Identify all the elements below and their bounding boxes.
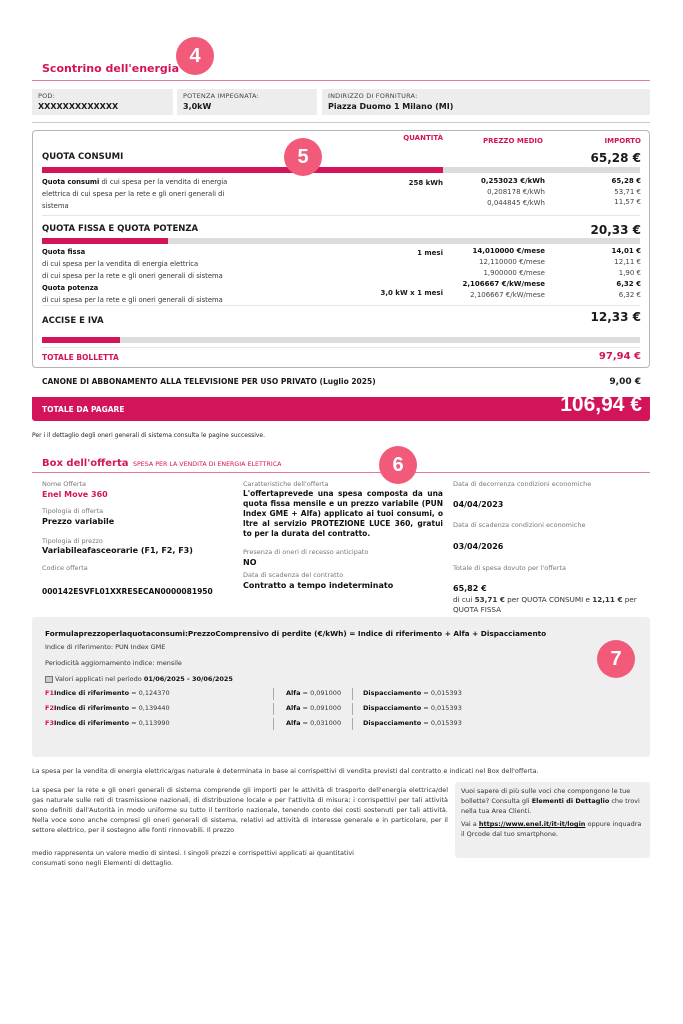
page-title: Scontrino dell'energia [42, 62, 179, 75]
quota-fissa-bar-fill [42, 238, 168, 244]
formula-row-alfa [286, 719, 341, 727]
quota-consumi-desc-rest: di cui spesa per la vendita di energia elettrica di cui spesa per la rete e gli oneri generali di sistema [42, 178, 228, 210]
enel-login-link[interactable]: https://www.enel.it/it-it/login [478, 820, 586, 828]
formula-box [32, 617, 650, 757]
oneri-note: Per i il dettaglio degli oneri generali di sistema consulta le pagine successive. [32, 432, 266, 439]
formula-row-dispacciamento [363, 719, 462, 727]
quota-potenza-line: Quota potenza [42, 284, 99, 292]
offer-type-label: Tipologia di offerta [42, 507, 104, 515]
quota-fissa-line: di cui spesa per la rete e gli oneri generali di sistema [42, 272, 223, 280]
side-text: Vai a [461, 820, 479, 828]
detail-text: per QUOTA FISSA [453, 595, 637, 614]
price-type-label: Tipologia di prezzo [42, 537, 103, 545]
footer-paragraph-1: La spesa per la vendita di energia elettrica/gas naturale è determinata in base ai corrispettivi di vendita previsti dal contratto e indicati nel Box dell'offerta. [32, 767, 539, 775]
totale-da-pagare-label: TOTALE DA PAGARE [42, 405, 125, 414]
quota-potenza-line: di cui spesa per la rete e gli oneri generali di sistema [42, 296, 223, 304]
pod-box [32, 89, 173, 115]
end-date-value: 03/04/2026 [453, 542, 504, 551]
side-text: che trovi nella tua Area Clienti. [461, 797, 640, 815]
amount-line: 14,01 € [611, 247, 641, 255]
offer-total-detail [453, 595, 648, 615]
quota-potenza-qty: 3,0 kW x 1 mesi [380, 289, 443, 297]
quota-fissa-prices [462, 246, 545, 301]
side-text: Vuoi sapere di più sulle voci che compongono le tue bollette? Consulta gli [461, 787, 631, 805]
index-label: Indice di riferimento [53, 689, 130, 697]
offer-name-value: Enel Move 360 [42, 490, 108, 499]
separator [352, 688, 353, 700]
amount-line: 6,32 € [618, 291, 641, 299]
accise-total: 12,33 € [590, 310, 641, 324]
totale-da-pagare-value: 106,94 € [560, 393, 642, 416]
dispacciamento-label: Dispacciamento [363, 689, 422, 697]
accise-bar [42, 337, 640, 343]
band-label: F1 [45, 689, 54, 697]
col-amount-header: IMPORTO [604, 137, 641, 145]
separator [352, 718, 353, 730]
index-value: = 0,139440 [129, 704, 170, 712]
alfa-label: Alfa [286, 719, 301, 727]
dispacciamento-label: Dispacciamento [363, 704, 422, 712]
quota-fissa-bar [42, 238, 640, 244]
separator [273, 688, 274, 700]
dispacciamento-label: Dispacciamento [363, 719, 422, 727]
period-value: 01/06/2025 - 30/06/2025 [143, 675, 233, 683]
col-price-header: PREZZO MEDIO [483, 137, 543, 145]
details-info-box [455, 782, 650, 858]
step-badge-5: 5 [284, 138, 322, 176]
quota-consumi-title: QUOTA CONSUMI [42, 152, 124, 162]
early-withdrawal-value: NO [243, 558, 257, 567]
footer-paragraph-2: La spesa per la rete e gli oneri generali di sistema comprende gli importi per le attività di trasporto dell'energia elettrica/del gas naturale sulle reti di trasmissione nazionali, di distribuzione locale e per l'attività di misura; i corrispettivi per tali attività sono definiti dall'Autorità in modo uniforme su tutto il territorio nazionale, tenendo conto dei costi sostenuti per tali attività. Nella voce sono anche compresi gli oneri generali di sistema, relativi ad attività di interesse generale e in particolare, per il settore elettrico, per il sostegno alle fonti rinnovabili. Il prezzo [32, 786, 448, 834]
offer-type-value: Prezzo variabile [42, 517, 115, 526]
offer-total-value: 65,82 € [453, 584, 487, 593]
separator [273, 718, 274, 730]
offer-divider [32, 472, 650, 473]
period-label: Valori applicati nel periodo [55, 675, 144, 683]
accise-title: ACCISE E IVA [42, 316, 104, 326]
quota-consumi-qty: 258 kWh [408, 179, 443, 187]
formula-row-index [45, 689, 170, 697]
index-label: Indice di riferimento [53, 704, 130, 712]
power-box [177, 89, 317, 115]
alfa-value: = 0,091000 [300, 704, 342, 712]
quota-fissa-title: QUOTA FISSA E QUOTA POTENZA [42, 224, 199, 234]
address-label: INDIRIZZO DI FORNITURA: [328, 92, 418, 100]
contract-end-value: Contratto a tempo indeterminato [243, 581, 394, 590]
step-badge-4: 4 [176, 37, 214, 75]
features-value: L'offertaprevede una spesa composta da una quota fissa mensile e un prezzo variabile (PUN Index GME + Alfa) applicato ai tuoi consumi, o ltre al servizio PROTEZIONE LUCE 360, gratui to per la durata del contratto. [243, 489, 443, 538]
offer-code-value: 000142ESVFL01XXRESECAN0000081950 [42, 587, 213, 596]
band-label: F3 [45, 719, 54, 727]
step-badge-6: 6 [379, 446, 417, 484]
title-divider [32, 80, 650, 81]
index-value: = 0,113990 [129, 719, 170, 727]
separator [273, 703, 274, 715]
price-line: 0,208178 €/kWh [487, 188, 545, 196]
totale-bolletta-value: 97,94 € [598, 351, 641, 362]
offer-title: Box dell'offerta [42, 458, 129, 469]
price-line: 2,106667 €/kW/mese [470, 291, 545, 299]
end-date-label: Data di scadenza condizioni economiche [453, 521, 586, 529]
price-line: 2,106667 €/kW/mese [462, 280, 545, 288]
formula-title: Formulaprezzoperlaquotaconsumi:PrezzoComprensivo di perdite (€/kWh) = Indice di riferimento + Alfa + Dispacciamento [45, 629, 547, 638]
amount-line: 53,71 € [614, 187, 641, 196]
quota-consumi-bar-fill [42, 167, 443, 173]
formula-row-alfa [286, 704, 341, 712]
alfa-label: Alfa [286, 704, 301, 712]
step-badge-7: 7 [597, 640, 635, 678]
price-line: 14,010000 €/mese [472, 247, 545, 255]
pod-label: POD: [38, 92, 56, 100]
col-qty-header: QUANTITÀ [403, 134, 443, 142]
amount-line: 11,57 € [614, 198, 641, 206]
elementi-dettaglio-text: Elementi di Dettaglio [531, 797, 610, 805]
side-text: oppure inquadra il Qrcode dal tuo smartphone. [461, 820, 642, 838]
amount-line: 65,28 € [611, 177, 641, 185]
quota-consumi-total: 65,28 € [590, 151, 641, 165]
formula-row-dispacciamento [363, 704, 462, 712]
quota-fissa-qty: 1 mesi [417, 249, 443, 257]
canone-label: CANONE DI ABBONAMENTO ALLA TELEVISIONE PER USO PRIVATO (Luglio 2025) [42, 377, 376, 386]
power-label: POTENZA IMPEGNATA: [183, 92, 259, 100]
quota-fissa-line: Quota fissa [42, 248, 86, 256]
address-value: Piazza Duomo 1 Milano (MI) [328, 102, 454, 111]
offer-subtitle: SPESA PER LA VENDITA DI ENERGIA ELETTRICA [133, 461, 282, 468]
price-line: 1,900000 €/mese [483, 269, 545, 277]
amount-line: 1,90 € [618, 269, 641, 277]
dispacciamento-value: = 0,015393 [421, 704, 462, 712]
accise-bar-fill [42, 337, 120, 343]
dispacciamento-value: = 0,015393 [421, 719, 462, 727]
formula-row-dispacciamento [363, 689, 462, 697]
info-divider [32, 122, 650, 123]
features-label: Caratteristiche dell'offerta [243, 480, 329, 488]
detail-amount-fissa: 12,11 € [592, 595, 623, 604]
start-date-label: Data di decorrenza condizioni economiche [453, 480, 592, 488]
separator [352, 703, 353, 715]
footer-paragraph-3: medio rappresenta un valore medio di sintesi. I singoli prezzi e corrispettivi applicati ai quantitativi consumati sono negli Elementi di dettaglio. [32, 849, 354, 867]
price-line: 12,110000 €/mese [479, 258, 545, 266]
quota-consumi-amounts [612, 176, 641, 208]
price-line: 0,253023 €/kWh [481, 177, 545, 185]
totale-bolletta-label: TOTALE BOLLETTA [42, 353, 119, 362]
alfa-value: = 0,091000 [300, 689, 342, 697]
formula-row-index [45, 704, 170, 712]
divider [42, 347, 640, 348]
quota-fissa-desc [42, 246, 223, 306]
quota-consumi-desc [42, 176, 242, 212]
offer-name-label: Nome Offerta [42, 480, 87, 488]
address-box [322, 89, 650, 115]
formula-periodicity: Periodicità aggiornamento indice: mensile [45, 659, 182, 667]
quota-consumi-desc-bold: Quota consumi [42, 178, 100, 186]
amount-line: 12,11 € [614, 258, 641, 266]
quota-consumi-prices [481, 176, 545, 209]
price-type-value: Variabileafasceorarie (F1, F2, F3) [42, 546, 193, 555]
quota-fissa-total: 20,33 € [590, 223, 641, 237]
alfa-value: = 0,031000 [300, 719, 342, 727]
divider [42, 215, 640, 216]
contract-end-label: Data di scadenza del contratto [243, 571, 344, 579]
formula-row-index [45, 719, 170, 727]
index-value: = 0,124370 [129, 689, 170, 697]
detail-amount-consumi: 53,71 € [474, 595, 505, 604]
amount-line: 6,32 € [616, 280, 641, 288]
formula-row-alfa [286, 689, 341, 697]
totale-da-pagare-bar [32, 393, 650, 421]
calculator-icon [45, 676, 53, 683]
canone-value: 9,00 € [609, 377, 641, 387]
divider [42, 305, 640, 306]
alfa-label: Alfa [286, 689, 301, 697]
offer-total-label: Totale di spesa dovuto per l'offerta [453, 564, 566, 572]
band-label: F2 [45, 704, 54, 712]
price-line: 0,044845 €/kWh [487, 199, 545, 207]
formula-index: Indice di riferimento: PUN Index GME [45, 643, 166, 651]
detail-text: per QUOTA CONSUMI e [504, 595, 593, 604]
detail-text: di cui [453, 595, 475, 604]
power-value: 3,0kW [183, 102, 212, 111]
quota-consumi-bar [42, 167, 640, 173]
pod-value: XXXXXXXXXXXXX [38, 102, 119, 111]
formula-period [45, 675, 233, 683]
quota-fissa-line: di cui spesa per la vendita di energia elettrica [42, 260, 199, 268]
quota-fissa-amounts [612, 246, 641, 301]
early-withdrawal-label: Presenza di oneri di recesso anticipato [243, 548, 369, 556]
dispacciamento-value: = 0,015393 [421, 689, 462, 697]
index-label: Indice di riferimento [53, 719, 130, 727]
offer-code-label: Codice offerta [42, 564, 88, 572]
start-date-value: 04/04/2023 [453, 500, 504, 509]
